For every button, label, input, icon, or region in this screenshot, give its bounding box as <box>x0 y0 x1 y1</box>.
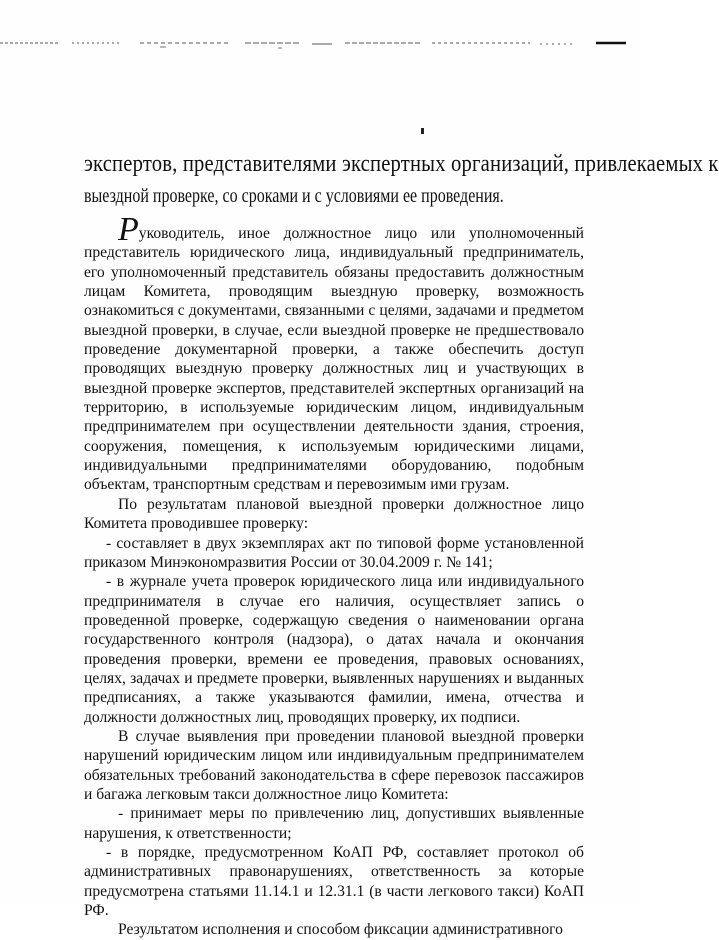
scan-edge-artifacts <box>0 38 640 50</box>
drop-cap: Р <box>118 211 139 248</box>
list-item-protocol: - в порядке, предусмотренном КоАП РФ, составляет протокол об административных правонарушениях, ответственность за которые предусмотрена статьями 11.14.1 и 12.31.1 (в части легкового такси) КоАП РФ. <box>84 844 584 920</box>
list-item-act: - составляет в двух экземплярах акт по типовой форме установленной приказом Минэкономразвития России от 30.04.2009 г. № 141; <box>84 534 584 571</box>
paragraph-result: Результатом исполнения и способом фиксации административного <box>118 921 563 939</box>
paragraph-access <box>84 211 584 495</box>
paragraph-text: уководитель, иное должностное лицо или уполномоченный представитель юридического лица, индивидуальный предприниматель, его уполномоченный представитель обязаны предоставить должностным лицам Комитета, проводящим выездную проверку, возможность ознакомиться с документами, связанными с целями, задачами и предметом выездной проверки, в случае, если выездной проверке не предшествовало проведение документарной проверки, а также обеспечить доступ проводящих выездную проверку должностных лиц и участвующих в выездной проверке экспертов, представителей экспертных организаций на территорию, в используемые юридическим лицом, индивидуальным предпринимателем при осуществлении деятельности здания, строения, сооружения, помещения, к используемым юридическими лицами, индивидуальными предпринимателями оборудованию, подобным объектам, транспортным средствам и перевозимым ими грузам. <box>84 225 584 494</box>
scan-speck <box>421 128 424 134</box>
heading-line-2: выездной проверке, со сроками и с условиями ее проведения. <box>84 185 504 207</box>
paragraph-results-intro: По результатам плановой выездной проверки должностное лицо Комитета проводившее проверку: <box>84 495 584 533</box>
paragraph-violations: В случае выявления при проведении плановой выездной проверки нарушений юридическим лицом или индивидуальным предпринимателем обязательных требований законодательства в сфере перевозок пассажиров и багажа легковым такси должностное лицо Комитета: <box>84 727 584 803</box>
document-body <box>84 211 584 940</box>
heading-line-1: экспертов, представителями экспертных организаций, привлекаемых к <box>84 151 719 177</box>
list-item-journal: - в журнале учета проверок юридического лица или индивидуального предпринимателя в случае его наличия, осуществляет запись о проведенной проверке, содержащую сведения о наименовании органа государственного контроля (надзора), о датах начала и окончания проведения проверки, времени ее проведения, правовых основаниях, целях, задачах и предмете проверки, выявленных нарушениях и выданных предписаниях, а также указываются фамилии, имена, отчества и должности должностных лиц, проводящих проверку, их подписи. <box>84 573 584 726</box>
list-item-liability: - принимает меры по привлечению лиц, допустивших выявленные нарушения, к ответственности; <box>84 805 584 842</box>
